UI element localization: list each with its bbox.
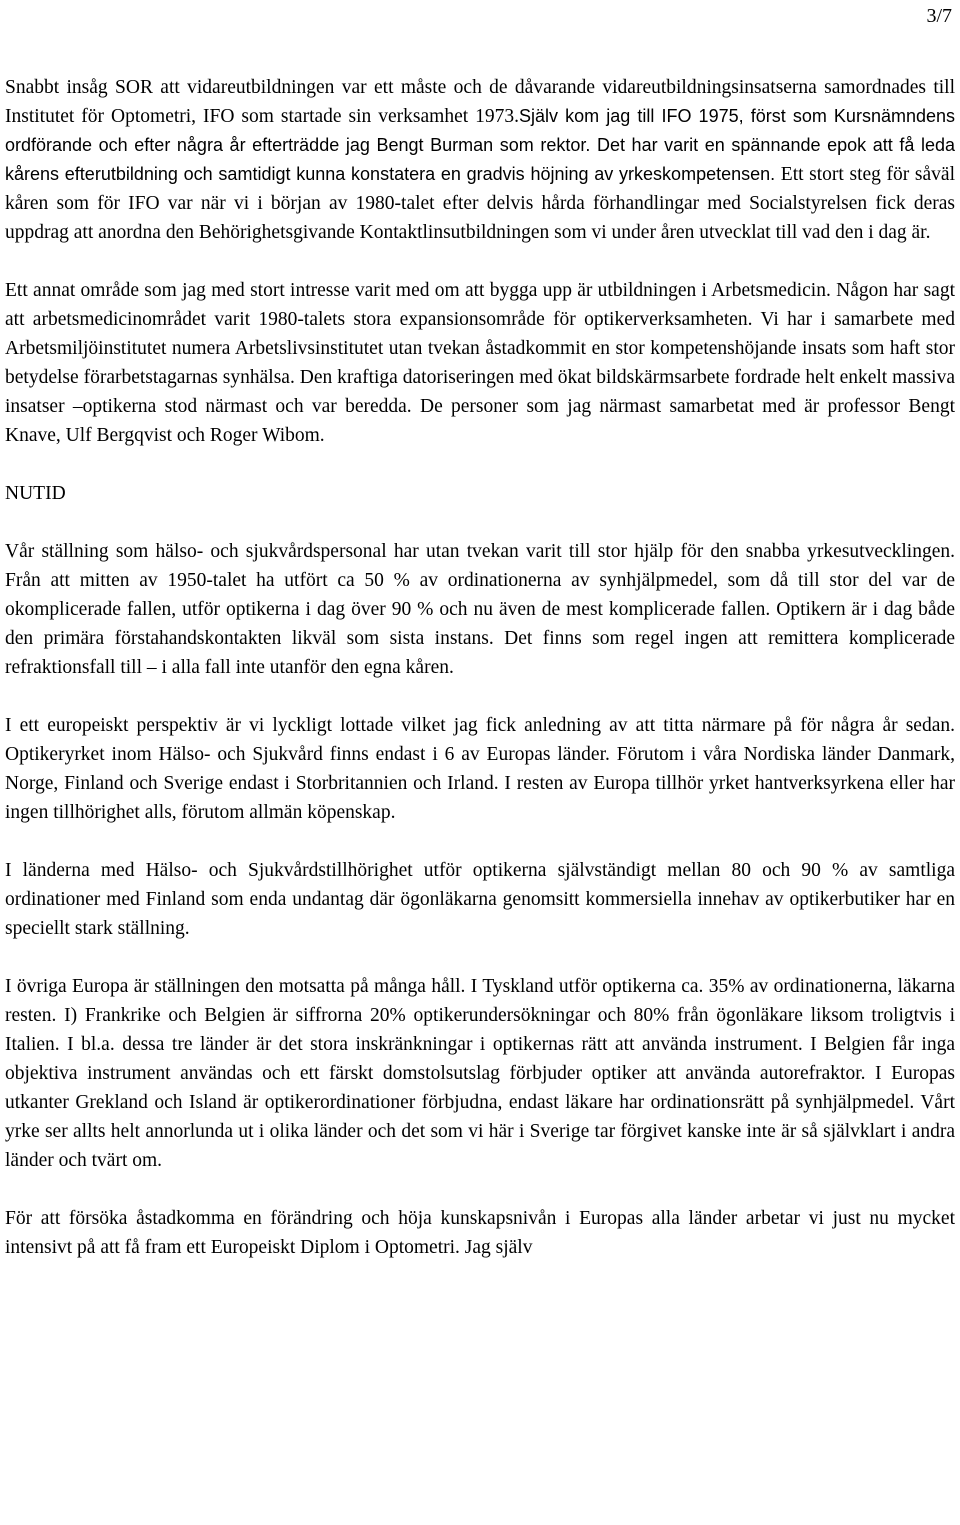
section-heading-nutid: NUTID bbox=[5, 483, 66, 504]
paragraph-european-perspective: I ett europeiskt perspektiv är vi lyckligt lottade vilket jag fick anledning av att titta närmare på för några år sedan. Optikeryrket inom Hälso- och Sjukvård finns endast i 6 av Europas länder. Förutom i våra Nordiska länder Danmark, Norge, Finland och Sverige endast i Storbritannien och Irland. I resten av Europa tillhör yrket hantverksyrkena eller har ingen tillhörighet alls, förutom allmän köpenskap. bbox=[5, 715, 955, 823]
page-number: 3/7 bbox=[926, 5, 952, 27]
document-body bbox=[5, 73, 955, 1291]
paragraph-ifo-history-part-3: Ett stort steg för såväl kåren som för IFO var när vi i början av 1980-talet efter delvis hårda förhandlingar med Socialstyrelsen fick deras uppdrag att anordna den Behörighetsgivande Kontaktlinsutbildningen som vi under åren utvecklat till vad den i dag är. bbox=[5, 164, 955, 243]
paragraph-ifo-history-part-2: Själv kom jag till IFO 1975, först som Kursnämndens ordförande och efter några år efterträdde jag Bengt Burman som rektor. Det har varit en spännande epok att få leda kårens efterutbildning och samtidigt kunna konstatera en gradvis höjning av yrkeskompetensen. bbox=[5, 106, 955, 184]
paragraph-occupational-medicine: Ett annat område som jag med stort intresse varit med om att bygga upp är utbildningen i Arbetsmedicin. Någon har sagt att arbetsmedicinområdet varit 1980-talets stora expansionsområde för optikerverksamheten. Vi har i samarbete med Arbetsmiljöinstitutet numera Arbetslivsinstitutet utan tvekan åstadkommit en stor kompetenshöjande insats som haft stor betydelse förarbetstagarnas synhälsa. Den kraftiga datoriseringen med ökat bildskärmsarbete fordrade helt enkelt massiva insatser –optikerna stod närmast och var beredda. De personer som jag närmast samarbetat med är professor Bengt Knave, Ulf Bergqvist och Roger Wibom. bbox=[5, 280, 955, 446]
paragraph-rest-of-europe: I övriga Europa är ställningen den motsatta på många håll. I Tyskland utför optikerna ca. 35% av ordinationerna, läkarna resten. I) Frankrike och Belgien är siffrorna 20% optikerundersökningar och 80% från ögonläkare liksom troligtvis i Italien. I bl.a. dessa tre länder är det stora inskränkningar i optikernas rätt att använda instrument. I Belgien får inga objektiva instrument användas och ett färskt domstolsutslag förbjuder optiker att använda autorefraktor. I Europas utkanter Grekland och Island är optikerordinationer förbjudna, endast läkare har ordinationsrätt på synhjälpmedel. Vårt yrke ser allts helt annorlunda ut i olika länder och det som vi här i Sverige tar förgivet kanske inte är så självklart i andra länder och tvärt om. bbox=[5, 976, 955, 1171]
paragraph-health-care-status: Vår ställning som hälso- och sjukvårdspersonal har utan tvekan varit till stor hjälp för den snabba yrkesutvecklingen. Från att mitten av 1950-talet ha utfört ca 50 % av ordinationerna av synhjälpmedel, som då till stor del var de okomplicerade fallen, utför optikerna i dag över 90 % och nu även de mest komplicerade fallen. Optikern är i dag både den primära förstahandskontakten likväl som sista instans. Det finns som regel ingen att remittera komplicerade refraktionsfall till – i alla fall inte utanför den egna kåren. bbox=[5, 541, 955, 678]
paragraph-nordic-countries: I länderna med Hälso- och Sjukvårdstillhörighet utför optikerna självständigt mellan 80 och 90 % av samtliga ordinationer med Finland som enda undantag där ögonläkarna genomsitt kommersiella innehav av optikerbutiker har en speciellt stark ställning. bbox=[5, 860, 955, 939]
paragraph-ifo-history bbox=[5, 73, 955, 247]
paragraph-european-diploma: För att försöka åstadkomma en förändring och höja kunskapsnivån i Europas alla länder arbetar vi just nu mycket intensivt på att få fram ett Europeiskt Diplom i Optometri. Jag själv bbox=[5, 1208, 955, 1258]
paragraph-ifo-history-part-1: Snabbt insåg SOR att vidareutbildningen var ett måste och de dåvarande vidareutbildningsinsatserna samordnades till Institutet för Optometri, IFO som startade sin verksamhet 1973. bbox=[5, 77, 955, 127]
